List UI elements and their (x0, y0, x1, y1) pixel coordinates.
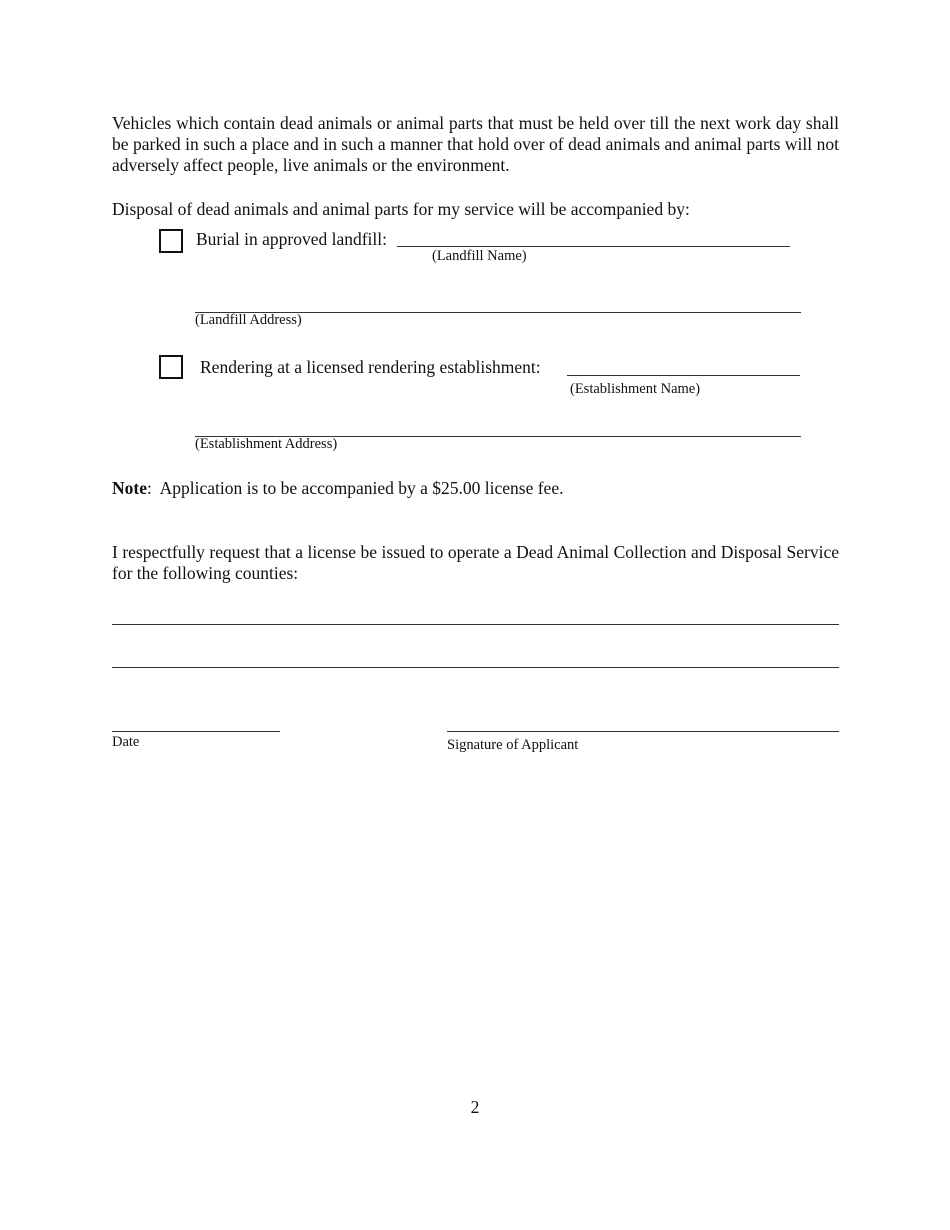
date-caption: Date (112, 734, 140, 750)
note-label: Note (112, 478, 147, 498)
establishment-address-caption: (Establishment Address) (195, 436, 338, 452)
disposal-heading: Disposal of dead animals and animal parts for my service will be accompanied by: (112, 199, 690, 219)
page-number: 2 (470, 1097, 480, 1117)
counties-line-1[interactable] (112, 624, 839, 625)
burial-checkbox[interactable] (159, 229, 183, 253)
rendering-checkbox[interactable] (159, 355, 183, 379)
rendering-option-label: Rendering at a licensed rendering establishment: (200, 357, 541, 377)
date-field[interactable] (112, 731, 280, 732)
burial-option-label: Burial in approved landfill: (196, 229, 387, 249)
signature-caption: Signature of Applicant (447, 737, 579, 753)
landfill-address-caption: (Landfill Address) (195, 312, 302, 328)
note-text: : Application is to be accompanied by a $25.00 license fee. (146, 478, 564, 498)
landfill-name-caption: (Landfill Name) (432, 248, 527, 264)
establishment-name-field[interactable] (567, 375, 800, 376)
intro-paragraph: Vehicles which contain dead animals or animal parts that must be held over till the next work day shall be parked in such a place and in such a manner that hold over of dead animals and animal parts will not adversely affect people, live animals or the environment. (112, 113, 839, 175)
fee-note (112, 478, 563, 499)
counties-line-2[interactable] (112, 667, 839, 668)
request-paragraph: I respectfully request that a license be issued to operate a Dead Animal Collection and Disposal Service for the following counties: (112, 542, 839, 583)
signature-field[interactable] (447, 731, 839, 732)
landfill-name-field[interactable] (397, 246, 790, 247)
establishment-name-caption: (Establishment Name) (570, 381, 701, 397)
